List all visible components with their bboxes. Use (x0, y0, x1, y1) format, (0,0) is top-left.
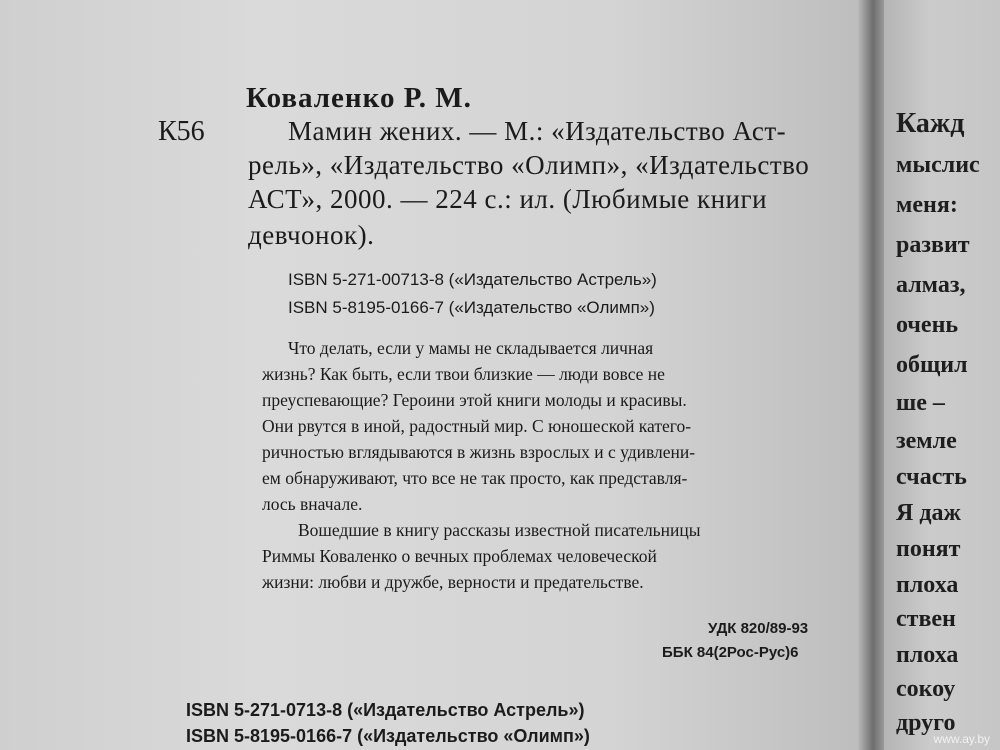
annotation-line-9: Риммы Коваленко о вечных проблемах человеческой (262, 546, 657, 566)
right-page-word: развит (896, 232, 970, 258)
right-page-word: очень (896, 312, 959, 338)
right-page-word: сокоу (896, 676, 956, 702)
right-page-word: общил (896, 352, 968, 378)
annotation-line-1: Что делать, если у мамы не складывается личная (288, 338, 654, 358)
udk-code: УДК 820/89-93 (708, 620, 809, 637)
annotation-line-6: ем обнаруживают, что все не так просто, как представля- (262, 468, 688, 488)
annotation-line-8: Вошедшие в книгу рассказы известной писательницы (298, 520, 701, 540)
isbn-line-2: ISBN 5-8195-0166-7 («Издательство «Олимп») (288, 298, 655, 317)
right-page-word: ше – (896, 390, 945, 416)
annotation-line-7: лось вначале. (262, 494, 363, 514)
description-line-3: АСТ», 2000. — 224 с.: ил. (Любимые книги (248, 184, 768, 214)
annotation-line-3: преуспевающие? Героини этой книги молоды и красивы. (262, 390, 687, 410)
right-page-word: земле (896, 428, 957, 454)
author-heading: Коваленко Р. М. (246, 82, 472, 114)
right-page-word: алмаз, (896, 272, 966, 298)
right-page-word: счасть (896, 464, 967, 490)
bottom-isbn-line-1: ISBN 5-271-0713-8 («Издательство Астрель») (186, 700, 585, 720)
book-right-page (884, 0, 1000, 750)
bottom-isbn-line-2: ISBN 5-8195-0166-7 («Издательство «Олимп») (186, 726, 590, 746)
right-page-word: Я даж (896, 500, 961, 526)
right-page-word: мыслис (896, 152, 980, 178)
annotation-line-5: ричностью вглядываются в жизнь взрослых и с удивлени- (262, 442, 696, 462)
bbk-code: ББК 84(2Рос-Рус)6 (662, 644, 799, 661)
description-line-4: девчонок). (248, 220, 375, 250)
isbn-line-1: ISBN 5-271-00713-8 («Издательство Астрель») (288, 270, 657, 289)
annotation-line-4: Они рвутся в иной, радостный мир. С юношеской катего- (262, 416, 692, 436)
annotation-line-10: жизни: любви и дружбе, верности и предательстве. (262, 572, 644, 592)
description-line-1: Мамин жених. — М.: «Издательство Аст- (288, 116, 787, 146)
right-page-word: ствен (896, 606, 956, 632)
right-page-word: меня: (896, 192, 958, 218)
right-page-word: плоха (896, 642, 959, 668)
library-code: К56 (158, 116, 205, 147)
right-page-word: друго (896, 710, 956, 736)
right-page-word: Кажд (896, 108, 965, 139)
annotation-line-2: жизнь? Как быть, если твои близкие — люди вовсе не (262, 364, 665, 384)
right-page-word: понят (896, 536, 961, 562)
watermark: www.ay.by (933, 732, 990, 746)
description-line-2: рель», «Издательство «Олимп», «Издательство (248, 150, 810, 180)
right-page-word: плоха (896, 572, 959, 598)
